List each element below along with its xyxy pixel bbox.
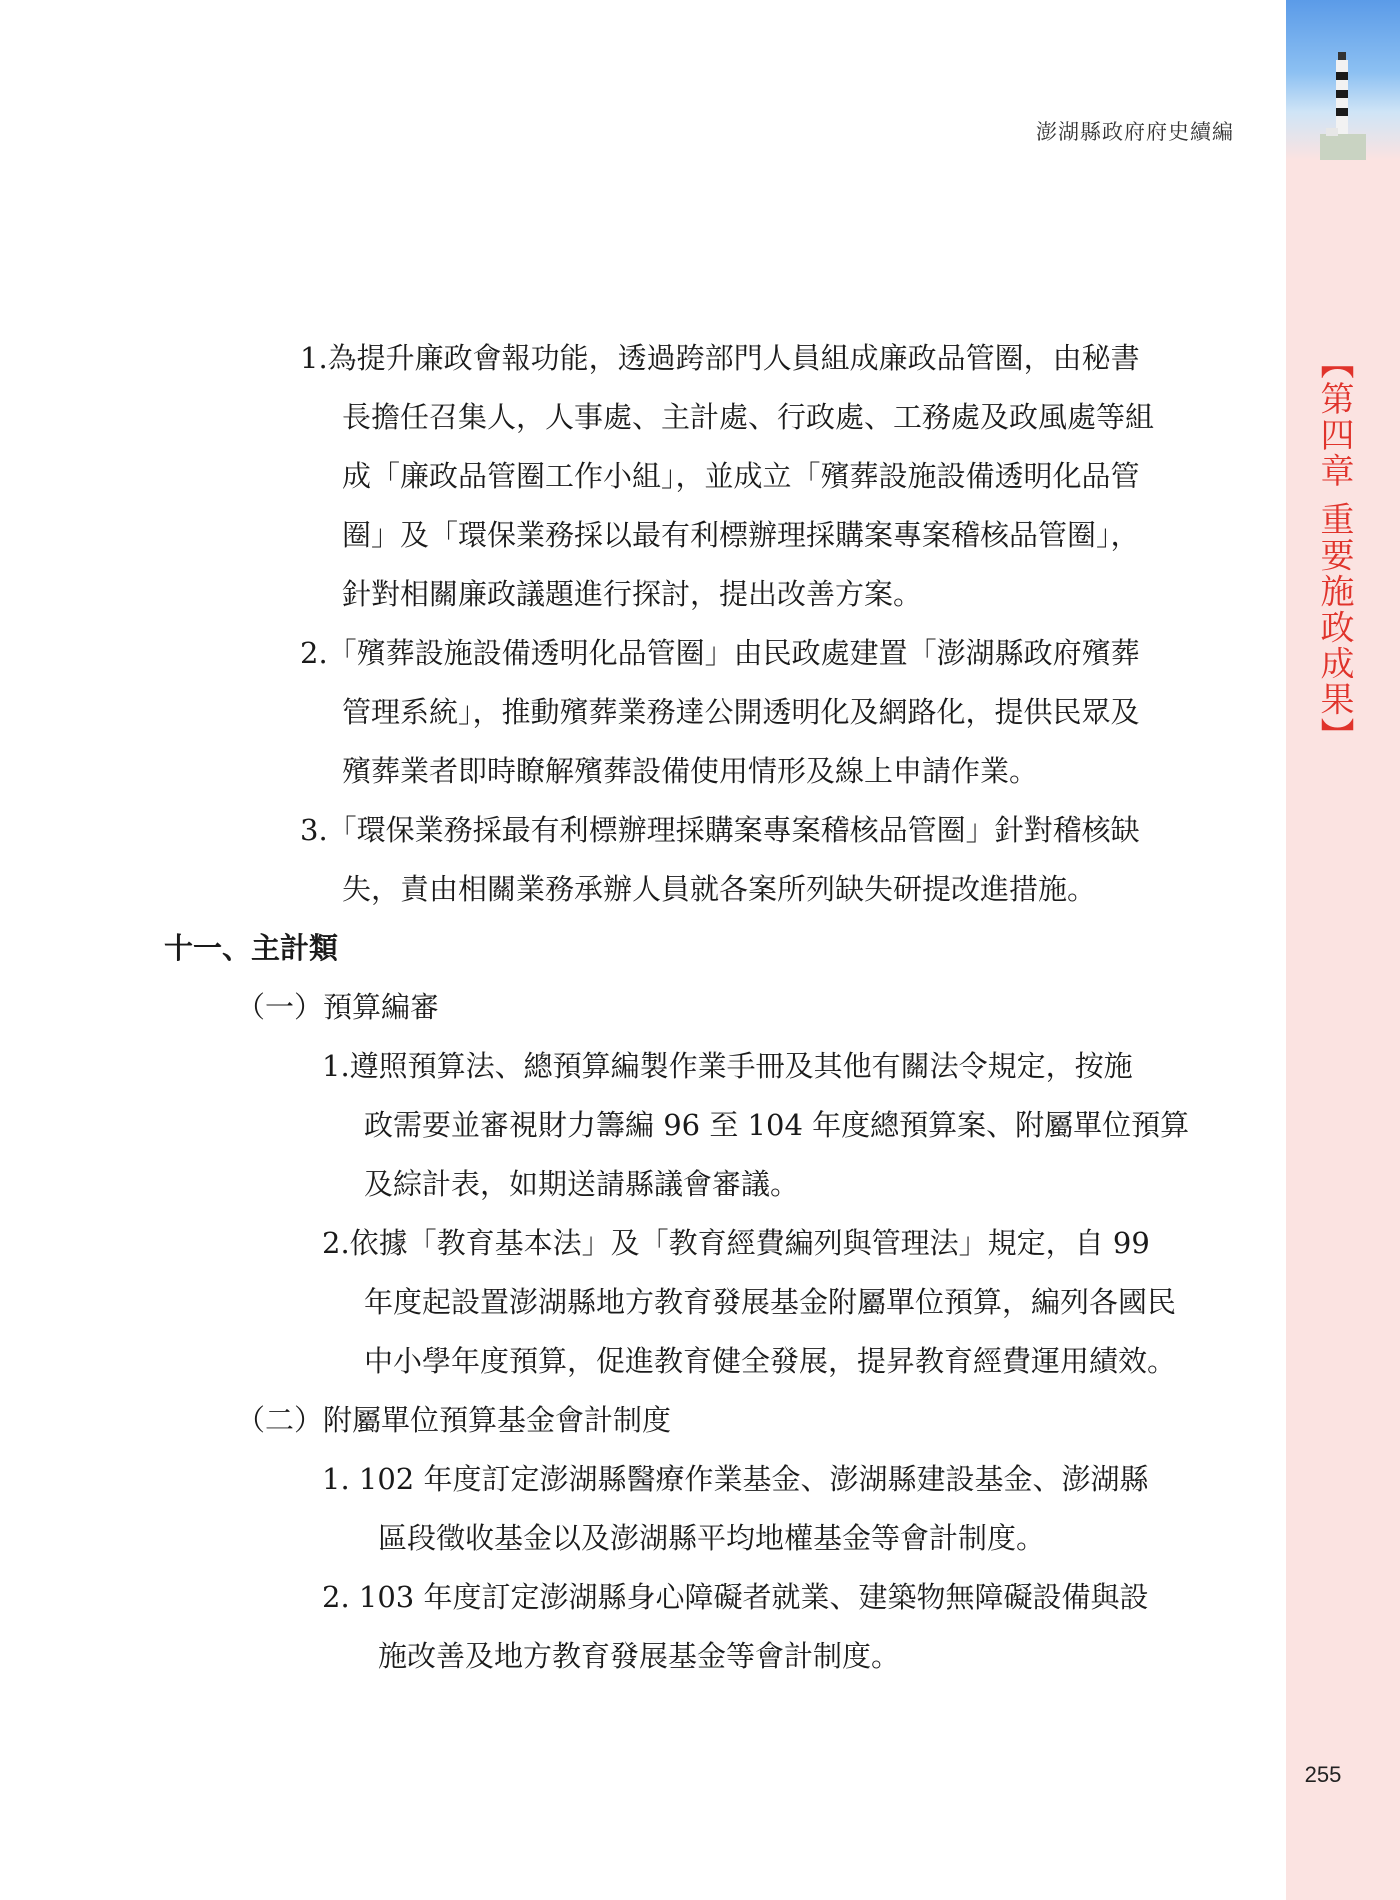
paragraph-line: 1. 102 年度訂定澎湖縣醫療作業基金、澎湖縣建設基金、澎湖縣	[322, 1462, 1149, 1496]
paragraph-line: 失，責由相關業務承辦人員就各案所列缺失研提改進措施。	[342, 872, 1097, 906]
paragraph-line: 2.「殯葬設施設備透明化品管圈」由民政處建置「澎湖縣政府殯葬	[300, 636, 1140, 670]
side-banner	[1286, 0, 1400, 1900]
paragraph-line: 中小學年度預算，促進教育健全發展，提昇教育經費運用績效。	[364, 1344, 1177, 1378]
paragraph-line: 成「廉政品管圈工作小組」，並成立「殯葬設施設備透明化品管	[342, 459, 1140, 493]
paragraph-line: 管理系統」，推動殯葬業務達公開透明化及網路化，提供民眾及	[342, 695, 1140, 729]
paragraph-line: 2. 103 年度訂定澎湖縣身心障礙者就業、建築物無障礙設備與設	[322, 1580, 1149, 1614]
paragraph-line: 及綜計表，如期送請縣議會審議。	[364, 1167, 800, 1201]
running-head: 澎湖縣政府府史續編	[1036, 120, 1234, 144]
paragraph-line: 施改善及地方教育發展基金等會計制度。	[378, 1639, 901, 1673]
paragraph-line: 年度起設置澎湖縣地方教育發展基金附屬單位預算，編列各國民	[364, 1285, 1177, 1319]
subsection-heading: （二）附屬單位預算基金會計制度	[236, 1403, 672, 1437]
paragraph-line: 殯葬業者即時瞭解殯葬設備使用情形及線上申請作業。	[342, 754, 1039, 788]
lighthouse-photo	[1286, 0, 1400, 160]
paragraph-line: 1.遵照預算法、總預算編製作業手冊及其他有關法令規定，按施	[322, 1049, 1133, 1083]
subsection-heading: （一）預算編審	[236, 990, 440, 1024]
paragraph-line: 區段徵收基金以及澎湖縣平均地權基金等會計制度。	[378, 1521, 1046, 1555]
paragraph-line: 政需要並審視財力籌編 96 至 104 年度總預算案、附屬單位預算	[364, 1108, 1190, 1142]
paragraph-line: 圈」及「環保業務採以最有利標辦理採購案專案稽核品管圈」，	[342, 518, 1140, 552]
lighthouse-icon	[1316, 52, 1370, 160]
paragraph-line: 長擔任召集人，人事處、主計處、行政處、工務處及政風處等組	[342, 400, 1155, 434]
page-number: 255	[1304, 1762, 1342, 1787]
chapter-tab: 【第四章 重要施政成果】	[1314, 345, 1354, 754]
paragraph-line: 3.「環保業務採最有利標辦理採購案專案稽核品管圈」針對稽核缺	[300, 813, 1140, 847]
paragraph-line: 1.為提升廉政會報功能，透過跨部門人員組成廉政品管圈，由秘書	[300, 341, 1140, 375]
section-heading: 十一、主計類	[164, 931, 339, 965]
paragraph-line: 針對相關廉政議題進行探討，提出改善方案。	[342, 577, 923, 611]
paragraph-line: 2.依據「教育基本法」及「教育經費編列與管理法」規定，自 99	[322, 1226, 1150, 1260]
